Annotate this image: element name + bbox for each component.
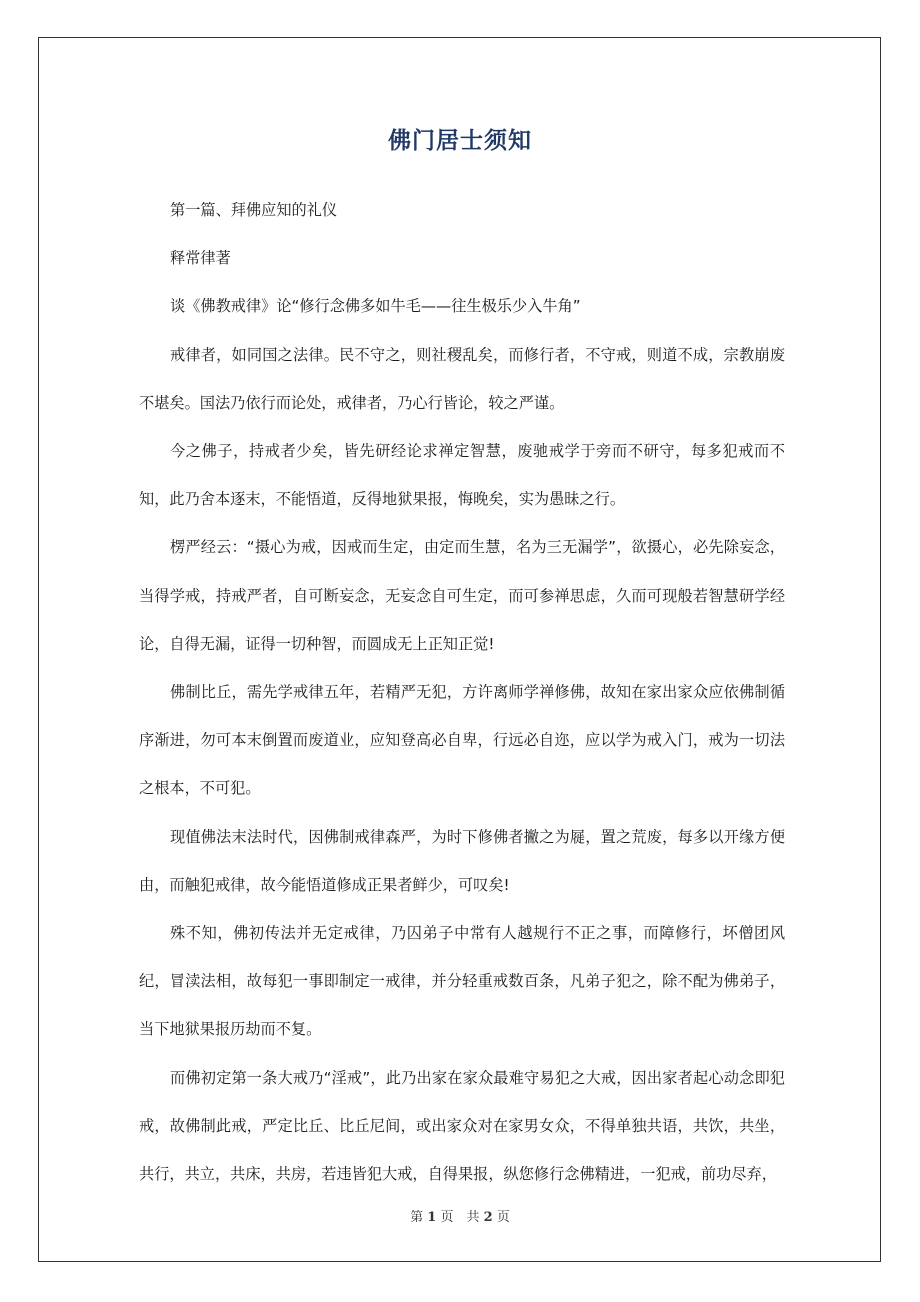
paragraph-author: 释常律著 [170, 249, 231, 268]
paragraph-subtitle: 谈《佛教戒律》论“修行念佛多如牛毛——往生极乐少入牛角” [170, 297, 581, 316]
paragraph: 而佛初定第一条大戒乃“淫戒”，此乃出家在家众最难守易犯之大戒，因出家者起心动念即犯戒，故佛制此戒，严定比丘、比丘尼间，或出家众对在家男女众，不得单独共语，共饮，共坐，共行，共立，共床，共房，若违皆犯大戒，自得果报，纵您修行念佛精进，一犯戒，前功尽弃， [139, 1068, 785, 1184]
total-page-count: 2 [483, 1210, 493, 1225]
paragraph-heading: 第一篇、拜佛应知的礼仪 [170, 201, 338, 219]
paragraph: 楞严经云：“摄心为戒，因戒而生定，由定而生慧，名为三无漏学”，欲摄心，必先除妄念，当得学戒，持戒严者，自可断妄念，无妄念自可生定，而可参禅思虑，久而可现般若智慧研学经论，自得无漏，证得一切种智，而圆成无上正知正觉! [139, 538, 785, 653]
paragraph: 现值佛法末法时代，因佛制戒律森严，为时下修佛者撇之为屣，置之荒废，每多以开缘方便由，而触犯戒律，故今能悟道修成正果者鲜少，可叹矣! [139, 827, 785, 894]
paragraph: 殊不知，佛初传法并无定戒律，乃囚弟子中常有人越规行不正之事，而障修行，坏僧团风纪，冒渎法相，故每犯一事即制定一戒律，并分轻重戒数百条，凡弟子犯之，除不配为佛弟子，当下地狱果报历劫而不复。 [139, 924, 785, 1039]
paragraph: 佛制比丘，需先学戒律五年，若精严无犯，方许离师学禅修佛，故知在家出家众应依佛制循序渐进，勿可本末倒置而废道业，应知登高必自卑，行远必自迩，应以学为戒入门，戒为一切法之根本，不可犯。 [139, 683, 785, 798]
footer-prefix: 第 [410, 1210, 424, 1225]
document-body [139, 186, 785, 1198]
paragraph: 今之佛子，持戒者少矣，皆先研经论求禅定智慧，废驰戒学于旁而不研守，每多犯戒而不知，此乃舍本逐末，不能悟道，反得地狱果报，悔晚矣，实为愚昧之行。 [139, 442, 785, 509]
footer-suffix: 页 [496, 1210, 510, 1225]
page-footer [0, 1206, 920, 1225]
paragraph: 戒律者，如同国之法律。民不守之，则社稷乱矣，而修行者，不守戒，则道不成，宗教崩废不堪矣。国法乃依行而论处，戒律者，乃心行皆论，较之严谨。 [139, 345, 785, 412]
document-title: 佛门居士须知 [388, 128, 532, 154]
footer-mid: 页 共 [440, 1210, 480, 1225]
current-page-number: 1 [427, 1210, 437, 1225]
